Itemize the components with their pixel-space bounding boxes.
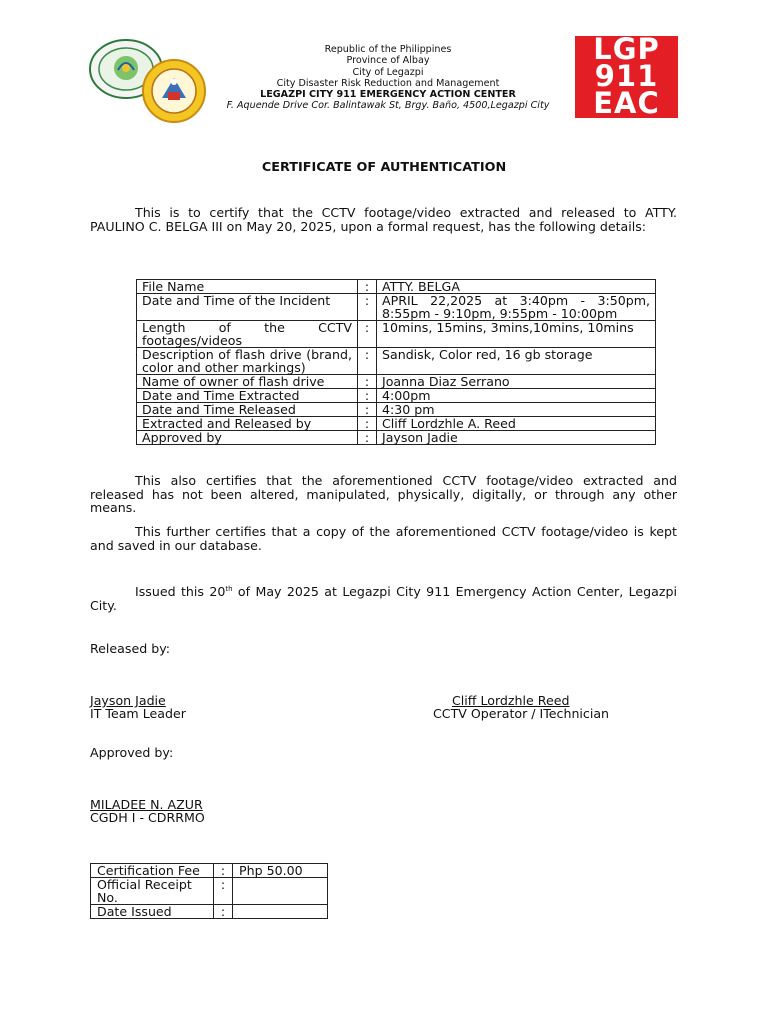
letterhead-office: City Disaster Risk Reduction and Management	[276, 77, 500, 89]
row-value: Cliff Lordzhle A. Reed	[377, 417, 656, 431]
fee-value	[233, 878, 328, 905]
row-label: File Name	[137, 280, 358, 294]
row-label: Date and Time Extracted	[137, 389, 358, 403]
row-colon: :	[358, 389, 377, 403]
integrity-paragraph	[90, 474, 677, 515]
issued-sup: th	[225, 585, 233, 593]
row-label: Extracted and Released by	[137, 417, 358, 431]
released-by-label: Released by:	[90, 641, 170, 656]
table-row	[137, 389, 656, 403]
row-value: ATTY. BELGA	[377, 280, 656, 294]
letterhead-province: Province of Albay	[346, 55, 430, 67]
row-colon: :	[358, 348, 377, 375]
issued-post: of May 2025 at Legazpi City 911 Emergency Action Center, Legazpi City.	[90, 584, 677, 613]
table-row	[137, 431, 656, 445]
table-row	[137, 280, 656, 294]
fee-value	[233, 905, 328, 919]
approved-by-label: Approved by:	[90, 745, 174, 760]
logo-line-2: 911	[594, 59, 659, 93]
table-row	[137, 403, 656, 417]
row-colon: :	[358, 375, 377, 389]
intro-text: This is to certify that the CCTV footage/video extracted and released to ATTY. PAULINO C. BELGA III on May 20, 2025, upon a formal request, has the following details:	[90, 205, 677, 234]
row-label: Date and Time Released	[137, 403, 358, 417]
details-table	[136, 279, 656, 445]
row-value: APRIL 22,2025 at 3:40pm - 3:50pm, 8:55pm - 9:10pm, 9:55pm - 10:00pm	[377, 294, 656, 321]
issued-pre: Issued this 20	[135, 584, 226, 600]
logo-line-1: LGP	[593, 32, 660, 66]
table-row	[91, 864, 328, 878]
row-value: Jayson Jadie	[377, 431, 656, 445]
table-row	[137, 294, 656, 321]
fee-label: Certification Fee	[91, 864, 214, 878]
fee-colon: :	[214, 864, 233, 878]
row-value: 10mins, 15mins, 3mins,10mins, 10mins	[377, 321, 656, 348]
document-title: CERTIFICATE OF AUTHENTICATION	[261, 160, 507, 175]
table-row	[137, 321, 656, 348]
signatory-2-title: CCTV Operator / ITechnician	[433, 706, 610, 721]
row-label: Approved by	[137, 431, 358, 445]
letterhead-republic: Republic of the Philippines	[324, 44, 452, 55]
signatory-1-name: Jayson Jadie	[90, 693, 166, 708]
table-row	[137, 375, 656, 389]
fee-table	[90, 863, 328, 919]
table-row	[137, 348, 656, 375]
approver-name: MILADEE N. AZUR	[90, 797, 203, 812]
letterhead	[200, 44, 576, 112]
lgp-911-eac-logo	[575, 32, 678, 120]
fee-label: Official Receipt No.	[91, 878, 214, 905]
issued-paragraph	[90, 583, 677, 612]
table-row	[91, 905, 328, 919]
row-colon: :	[358, 280, 377, 294]
row-colon: :	[358, 321, 377, 348]
approver-title: CGDH I - CDRRMO	[90, 810, 205, 825]
integrity-text: This also certifies that the aforementioned CCTV footage/video extracted and released has not been altered, manipulated, physically, digitally, or through any other means.	[90, 473, 677, 515]
row-value: 4:30 pm	[377, 403, 656, 417]
database-paragraph	[90, 525, 677, 552]
row-label: Name of owner of flash drive	[137, 375, 358, 389]
row-colon: :	[358, 417, 377, 431]
signatory-1-title: IT Team Leader	[90, 706, 186, 721]
letterhead-center: LEGAZPI CITY 911 EMERGENCY ACTION CENTER	[260, 89, 516, 101]
logo-line-3: EAC	[593, 86, 660, 120]
fee-colon: :	[214, 905, 233, 919]
row-colon: :	[358, 431, 377, 445]
row-colon: :	[358, 294, 377, 321]
row-label: Date and Time of the Incident	[137, 294, 358, 321]
row-value: 4:00pm	[377, 389, 656, 403]
row-label: Description of flash drive (brand, color and other markings)	[137, 348, 358, 375]
fee-value: Php 50.00	[233, 864, 328, 878]
fee-label: Date Issued	[91, 905, 214, 919]
row-colon: :	[358, 403, 377, 417]
row-value: Joanna Diaz Serrano	[377, 375, 656, 389]
signatory-2-name: Cliff Lordzhle Reed	[452, 693, 570, 708]
database-text: This further certifies that a copy of the aforementioned CCTV footage/video is kept and saved in our database.	[90, 524, 677, 553]
table-row	[91, 878, 328, 905]
row-value: Sandisk, Color red, 16 gb storage	[377, 348, 656, 375]
letterhead-city: City of Legazpi	[352, 66, 424, 78]
table-row	[137, 417, 656, 431]
row-label: Length of the CCTV footages/videos	[137, 321, 358, 348]
intro-paragraph	[90, 206, 677, 233]
letterhead-address: F. Aquende Drive Cor. Balintawak St, Brgy. Baño, 4500,Legazpi City	[226, 100, 550, 112]
fee-colon: :	[214, 878, 233, 905]
